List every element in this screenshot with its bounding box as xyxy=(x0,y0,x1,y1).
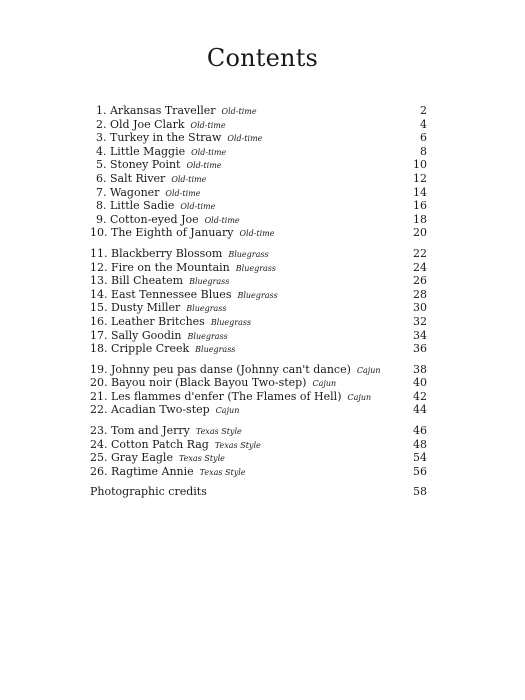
entry-title: 17. Sally Goodin xyxy=(90,328,182,342)
entry-page-number: 58 xyxy=(413,485,427,499)
entry-page-number: 56 xyxy=(413,464,427,478)
toc-entry[interactable] xyxy=(90,451,427,465)
entry-genre: Cajun xyxy=(215,406,240,416)
entry-title: 24. Cotton Patch Rag xyxy=(90,437,209,451)
toc-entry[interactable] xyxy=(90,104,427,118)
entry-page-number: 46 xyxy=(413,424,427,438)
entry-page-number: 26 xyxy=(413,274,427,288)
entry-title: 5. Stoney Point xyxy=(96,158,181,172)
toc-entry[interactable] xyxy=(90,145,427,159)
toc-entry[interactable] xyxy=(90,329,427,343)
entry-genre: Old-time xyxy=(239,229,275,239)
toc-section xyxy=(90,247,427,356)
toc-entry[interactable] xyxy=(90,261,427,275)
toc-entry[interactable] xyxy=(90,131,427,145)
entry-page-number: 6 xyxy=(420,131,427,145)
entry-page-number: 38 xyxy=(413,362,427,376)
toc-entry[interactable] xyxy=(90,342,427,356)
entry-title: 15. Dusty Miller xyxy=(90,301,181,315)
page-title: Contents xyxy=(206,44,319,72)
entry-title: 12. Fire on the Mountain xyxy=(90,260,230,274)
entry-title: 16. Leather Britches xyxy=(90,314,205,328)
entry-title: 21. Les flammes d'enfer (The Flames of Hell) xyxy=(90,389,342,403)
entry-genre: Old-time xyxy=(204,215,240,225)
table-of-contents xyxy=(90,104,427,499)
toc-entry[interactable] xyxy=(90,438,427,452)
entry-genre: Old-time xyxy=(227,134,263,144)
toc-entry[interactable] xyxy=(90,247,427,261)
toc-entry[interactable] xyxy=(90,172,427,186)
entry-page-number: 28 xyxy=(413,287,427,301)
entry-genre: Texas Style xyxy=(195,427,242,437)
entry-page-number: 22 xyxy=(413,246,427,260)
entry-page-number: 40 xyxy=(413,376,427,390)
entry-page-number: 48 xyxy=(413,437,427,451)
toc-entry[interactable] xyxy=(90,288,427,302)
entry-genre: Bluegrass xyxy=(210,317,252,327)
toc-entry[interactable] xyxy=(90,315,427,329)
toc-section xyxy=(90,363,427,417)
entry-title: 10. The Eighth of January xyxy=(90,226,234,240)
entry-title: 19. Johnny peu pas danse (Johnny can't dance) xyxy=(90,362,351,376)
toc-entry[interactable] xyxy=(90,403,427,417)
entry-title: 23. Tom and Jerry xyxy=(90,424,190,438)
entry-genre: Old-time xyxy=(180,202,216,212)
toc-entry[interactable] xyxy=(90,274,427,288)
toc-entry[interactable] xyxy=(90,465,427,479)
entry-title: 18. Cripple Creek xyxy=(90,342,190,356)
toc-entry[interactable] xyxy=(90,390,427,404)
entry-page-number: 16 xyxy=(413,199,427,213)
toc-entry[interactable] xyxy=(90,199,427,213)
entry-title: 9. Cotton-eyed Joe xyxy=(96,212,199,226)
entry-title: 6. Salt River xyxy=(96,171,166,185)
entry-title: Photographic credits xyxy=(90,485,207,499)
entry-genre: Bluegrass xyxy=(237,290,278,300)
entry-page-number: 4 xyxy=(420,117,427,131)
entry-page-number: 34 xyxy=(413,328,427,342)
entry-page-number: 42 xyxy=(413,389,427,403)
entry-title: 2. Old Joe Clark xyxy=(96,117,185,131)
entry-page-number: 20 xyxy=(413,226,427,240)
entry-page-number: 14 xyxy=(413,185,427,199)
entry-genre: Bluegrass xyxy=(195,345,236,355)
entry-page-number: 44 xyxy=(413,403,427,417)
toc-entry[interactable] xyxy=(90,186,427,200)
entry-page-number: 32 xyxy=(413,314,427,328)
entry-title: 3. Turkey in the Straw xyxy=(96,131,222,145)
entry-genre: Texas Style xyxy=(199,467,246,477)
entry-title: 14. East Tennessee Blues xyxy=(90,287,232,301)
entry-genre: Bluegrass xyxy=(235,263,277,273)
entry-page-number: 18 xyxy=(413,212,427,226)
entry-title: 11. Blackberry Blossom xyxy=(90,246,223,260)
entry-genre: Cajun xyxy=(347,392,372,402)
toc-section xyxy=(90,104,427,240)
entry-page-number: 54 xyxy=(413,451,427,465)
entry-title: 1. Arkansas Traveller xyxy=(96,104,216,117)
toc-entry[interactable] xyxy=(90,213,427,227)
toc-entry[interactable] xyxy=(90,376,427,390)
entry-genre: Old-time xyxy=(190,120,226,130)
toc-entry[interactable] xyxy=(90,118,427,132)
toc-entry[interactable] xyxy=(90,158,427,172)
entry-genre: Texas Style xyxy=(214,440,261,450)
entry-title: 20. Bayou noir (Black Bayou Two-step) xyxy=(90,376,307,390)
entry-title: 26. Ragtime Annie xyxy=(90,464,194,478)
entry-genre: Bluegrass xyxy=(189,277,230,287)
entry-genre: Old-time xyxy=(221,107,257,116)
entry-genre: Texas Style xyxy=(178,454,225,464)
toc-entry[interactable] xyxy=(90,363,427,377)
toc-entry-credits[interactable] xyxy=(90,485,427,499)
entry-title: 22. Acadian Two-step xyxy=(90,403,210,417)
entry-title: 13. Bill Cheatem xyxy=(90,274,184,288)
toc-entry[interactable] xyxy=(90,226,427,240)
entry-page-number: 36 xyxy=(413,342,427,356)
entry-title: 25. Gray Eagle xyxy=(90,451,173,465)
entry-page-number: 12 xyxy=(413,171,427,185)
entry-page-number: 8 xyxy=(420,144,427,158)
entry-genre: Cajun xyxy=(312,379,337,389)
entry-title: 4. Little Maggie xyxy=(96,144,186,158)
entry-genre: Cajun xyxy=(356,365,381,375)
entry-page-number: 30 xyxy=(413,301,427,315)
entry-genre: Old-time xyxy=(171,174,207,184)
entry-genre: Old-time xyxy=(186,161,222,171)
entry-page-number: 24 xyxy=(413,260,427,274)
toc-section xyxy=(90,424,427,478)
entry-title: 7. Wagoner xyxy=(96,185,160,199)
entry-genre: Old-time xyxy=(165,188,201,198)
entry-genre: Old-time xyxy=(191,147,227,157)
entry-genre: Bluegrass xyxy=(187,331,228,341)
entry-genre: Bluegrass xyxy=(186,304,227,314)
toc-entry[interactable] xyxy=(90,424,427,438)
entry-title: 8. Little Sadie xyxy=(96,199,175,213)
entry-genre: Bluegrass xyxy=(228,249,269,259)
entry-page-number: 2 xyxy=(420,104,427,117)
entry-page-number: 10 xyxy=(413,158,427,172)
toc-entry[interactable] xyxy=(90,301,427,315)
